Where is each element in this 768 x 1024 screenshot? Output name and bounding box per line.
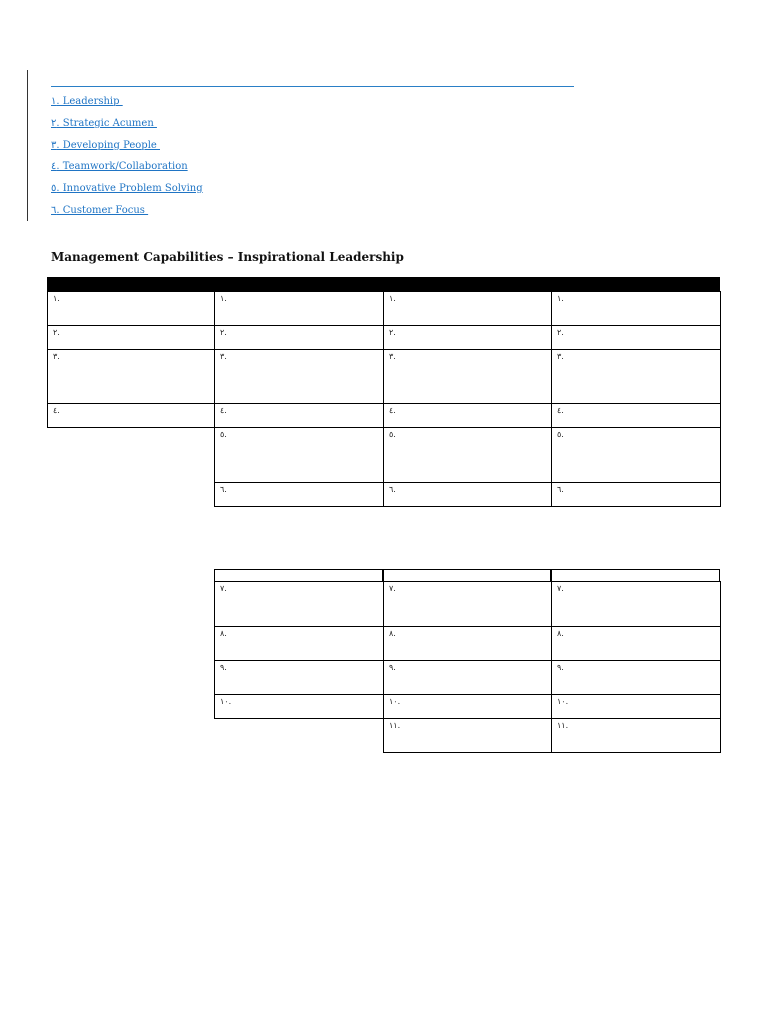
table-cell[interactable]: ٥. [551, 427, 721, 483]
table-cell[interactable]: ٨. [383, 626, 552, 661]
table-cell[interactable]: ٢. [383, 325, 552, 350]
table-cell[interactable]: ١١. [383, 718, 552, 753]
toc-link-leadership[interactable]: ١. Leadership [51, 96, 123, 107]
table-header-cell [47, 277, 214, 292]
table-cell[interactable]: ٦. [214, 482, 384, 507]
toc-link-developing-people[interactable]: ٣. Developing People [51, 139, 160, 151]
table-cell[interactable]: ١. [383, 291, 552, 326]
table-of-contents [51, 95, 203, 226]
table-cell[interactable]: ٤. [47, 403, 215, 428]
table-cell[interactable]: ٤. [551, 403, 721, 428]
table-cell[interactable]: ٣. [383, 349, 552, 404]
table-header-cell [383, 277, 551, 292]
toc-top-rule [51, 86, 574, 87]
table-cell[interactable]: ١. [47, 291, 215, 326]
toc-link-customer-focus[interactable]: ٦. Customer Focus [51, 204, 149, 216]
toc-item [51, 139, 203, 161]
table-cell[interactable]: ٤. [214, 403, 384, 428]
table-cell[interactable]: ٧. [214, 581, 384, 627]
table-cell[interactable]: ٣. [214, 349, 384, 404]
table-cell[interactable]: ١٠. [551, 694, 721, 719]
table-cell[interactable]: ١٠. [214, 694, 384, 719]
toc-item [51, 160, 203, 182]
table-cell[interactable]: ٣. [551, 349, 721, 404]
table-cell[interactable]: ٩. [214, 660, 384, 695]
toc-item [51, 117, 203, 139]
table-cell[interactable]: ٤. [383, 403, 552, 428]
table-cell[interactable]: ١. [214, 291, 384, 326]
table-cell[interactable]: ٢. [551, 325, 721, 350]
table-cell[interactable]: ٧. [383, 581, 552, 627]
table-cell[interactable]: ٦. [551, 482, 721, 507]
table-cell[interactable]: ١. [551, 291, 721, 326]
table-cell[interactable]: ١١. [551, 718, 721, 753]
table-cell[interactable]: ٧. [551, 581, 721, 627]
table-header-cell [551, 277, 720, 292]
table-cell[interactable]: ٦. [383, 482, 552, 507]
table-cell[interactable]: ٩. [551, 660, 721, 695]
toc-item [51, 182, 203, 204]
table-cell[interactable]: ١٠. [383, 694, 552, 719]
table-cell[interactable]: ٥. [214, 427, 384, 483]
section-heading: Management Capabilities – Inspirational Leadership [51, 250, 404, 264]
table-cell[interactable]: ٣. [47, 349, 215, 404]
toc-link-teamwork[interactable]: ٤. Teamwork/Collaboration [51, 161, 188, 173]
table-cell[interactable]: ٢. [47, 325, 215, 350]
margin-change-bar [27, 70, 28, 221]
table-cell[interactable]: ٢. [214, 325, 384, 350]
toc-item [51, 204, 203, 226]
toc-link-innovative-problem-solving[interactable]: ٥. Innovative Problem Solving [51, 183, 203, 195]
toc-item [51, 95, 203, 117]
table-header-cell [214, 277, 383, 292]
toc-link-strategic-acumen[interactable]: ٢. Strategic Acumen [51, 117, 157, 129]
table-cell[interactable]: ٨. [551, 626, 721, 661]
table-cell[interactable]: ٥. [383, 427, 552, 483]
table-cell[interactable]: ٨. [214, 626, 384, 661]
table-cell[interactable]: ٩. [383, 660, 552, 695]
